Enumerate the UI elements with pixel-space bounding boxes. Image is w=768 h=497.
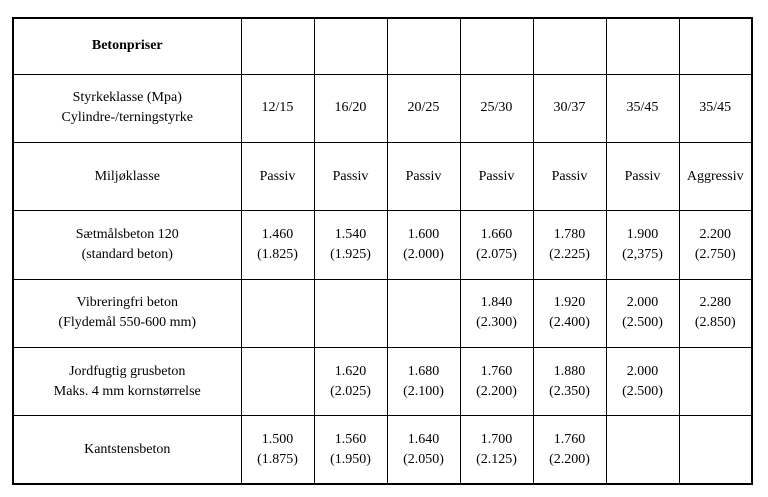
product-label	[13, 279, 241, 347]
empty-cell	[606, 18, 679, 74]
price-cell	[460, 347, 533, 415]
price-incl-vat: (2.125)	[476, 451, 517, 467]
price-cell	[460, 211, 533, 279]
price-cell	[314, 279, 387, 347]
price-value: 2.000	[626, 363, 659, 379]
product-label-line1: Jordfugtig grusbeton	[69, 363, 186, 379]
price-table	[12, 17, 753, 485]
environment-class-cell: Passiv	[314, 143, 387, 211]
price-cell	[679, 347, 752, 415]
price-value: 1.900	[626, 226, 659, 242]
environment-class-cell: Passiv	[387, 143, 460, 211]
empty-cell	[460, 18, 533, 74]
price-incl-vat: (2.500)	[622, 383, 663, 399]
price-value: 1.560	[334, 431, 367, 447]
price-value: 1.760	[480, 363, 513, 379]
price-value: 1.780	[553, 226, 586, 242]
price-incl-vat: (2.050)	[403, 451, 444, 467]
price-incl-vat: (2.400)	[549, 315, 590, 331]
price-value: 1.660	[480, 226, 513, 242]
price-incl-vat: (2.350)	[549, 383, 590, 399]
title-row	[13, 18, 752, 74]
price-cell	[533, 279, 606, 347]
price-cell	[606, 279, 679, 347]
environment-class-row	[13, 143, 752, 211]
environment-class-cell: Passiv	[606, 143, 679, 211]
product-label-line1: Vibreringfri beton	[76, 295, 178, 311]
strength-class-cell: 30/37	[533, 74, 606, 142]
price-incl-vat: (2.100)	[403, 383, 444, 399]
empty-cell	[314, 18, 387, 74]
strength-class-cell: 12/15	[241, 74, 314, 142]
price-cell	[387, 211, 460, 279]
price-cell	[314, 211, 387, 279]
price-incl-vat: (1.950)	[330, 451, 371, 467]
table-row	[13, 279, 752, 347]
price-value: 2.200	[699, 226, 731, 242]
price-cell	[533, 347, 606, 415]
product-label-line2: (Flydemål 550-600 mm)	[58, 315, 197, 331]
price-value: 1.620	[334, 363, 367, 379]
product-rows	[13, 211, 752, 484]
price-value: 1.920	[553, 295, 586, 311]
price-incl-vat: (2.750)	[694, 246, 736, 262]
strength-class-row	[13, 74, 752, 142]
price-incl-vat: (2.000)	[403, 246, 444, 262]
price-value: 1.600	[407, 226, 440, 242]
price-incl-vat: (2.075)	[476, 246, 517, 262]
strength-class-cell: 20/25	[387, 74, 460, 142]
price-cell	[606, 347, 679, 415]
price-cell	[606, 416, 679, 484]
price-cell	[679, 416, 752, 484]
price-cell	[241, 347, 314, 415]
price-incl-vat: (2.500)	[622, 315, 663, 331]
price-cell	[533, 416, 606, 484]
price-cell	[460, 279, 533, 347]
price-value: 2.280	[699, 295, 731, 311]
price-incl-vat: (1.875)	[257, 451, 298, 467]
price-incl-vat: (2.850)	[694, 315, 736, 331]
strength-class-cell: 25/30	[460, 74, 533, 142]
price-cell	[241, 416, 314, 484]
table-row	[13, 211, 752, 279]
environment-class-cell: Passiv	[460, 143, 533, 211]
price-cell	[387, 416, 460, 484]
price-value: 2.000	[626, 295, 659, 311]
product-label-line2: (standard beton)	[81, 246, 173, 262]
price-cell	[387, 347, 460, 415]
price-value: 1.880	[553, 363, 586, 379]
price-cell	[241, 279, 314, 347]
price-incl-vat: (2.200)	[476, 383, 517, 399]
price-cell	[241, 211, 314, 279]
product-label	[13, 211, 241, 279]
empty-cell	[679, 18, 752, 74]
empty-cell	[241, 18, 314, 74]
price-incl-vat: (2.225)	[549, 246, 590, 262]
environment-class-cell: Aggressiv	[679, 143, 752, 211]
table-title: Betonpriser	[13, 18, 241, 74]
price-value: 1.640	[407, 431, 440, 447]
product-label-line1: Kantstensbeton	[84, 441, 171, 457]
strength-class-label-line2: Cylindre-/terningstyrke	[61, 110, 193, 126]
price-value: 1.680	[407, 363, 440, 379]
empty-cell	[387, 18, 460, 74]
product-label-line1: Sætmålsbeton 120	[75, 226, 179, 242]
empty-cell	[533, 18, 606, 74]
strength-class-cell: 35/45	[679, 74, 752, 142]
price-incl-vat: (1.825)	[257, 246, 298, 262]
price-cell	[679, 279, 752, 347]
price-value: 1.460	[261, 226, 294, 242]
price-incl-vat: (2.300)	[476, 315, 517, 331]
price-cell	[387, 279, 460, 347]
price-cell	[314, 416, 387, 484]
price-cell	[679, 211, 752, 279]
price-cell	[606, 211, 679, 279]
price-value: 1.760	[553, 431, 586, 447]
price-cell	[314, 347, 387, 415]
environment-class-label: Miljøklasse	[13, 143, 241, 211]
product-label	[13, 347, 241, 415]
table-row	[13, 347, 752, 415]
price-value: 1.500	[261, 431, 294, 447]
environment-class-cell: Passiv	[533, 143, 606, 211]
price-cell	[460, 416, 533, 484]
strength-class-cell: 35/45	[606, 74, 679, 142]
strength-class-label-line1: Styrkeklasse (Mpa)	[72, 90, 182, 106]
price-value: 1.840	[480, 295, 513, 311]
environment-class-cell: Passiv	[241, 143, 314, 211]
strength-class-cell: 16/20	[314, 74, 387, 142]
product-label	[13, 416, 241, 484]
price-cell	[533, 211, 606, 279]
price-value: 1.700	[480, 431, 513, 447]
strength-class-label	[13, 74, 241, 142]
product-label-line2: Maks. 4 mm kornstørrelse	[53, 383, 201, 399]
price-value: 1.540	[334, 226, 367, 242]
table-row	[13, 416, 752, 484]
price-incl-vat: (2.025)	[330, 383, 371, 399]
price-incl-vat: (1.925)	[330, 246, 371, 262]
price-incl-vat: (2.200)	[549, 451, 590, 467]
price-incl-vat: (2,375)	[622, 246, 663, 262]
